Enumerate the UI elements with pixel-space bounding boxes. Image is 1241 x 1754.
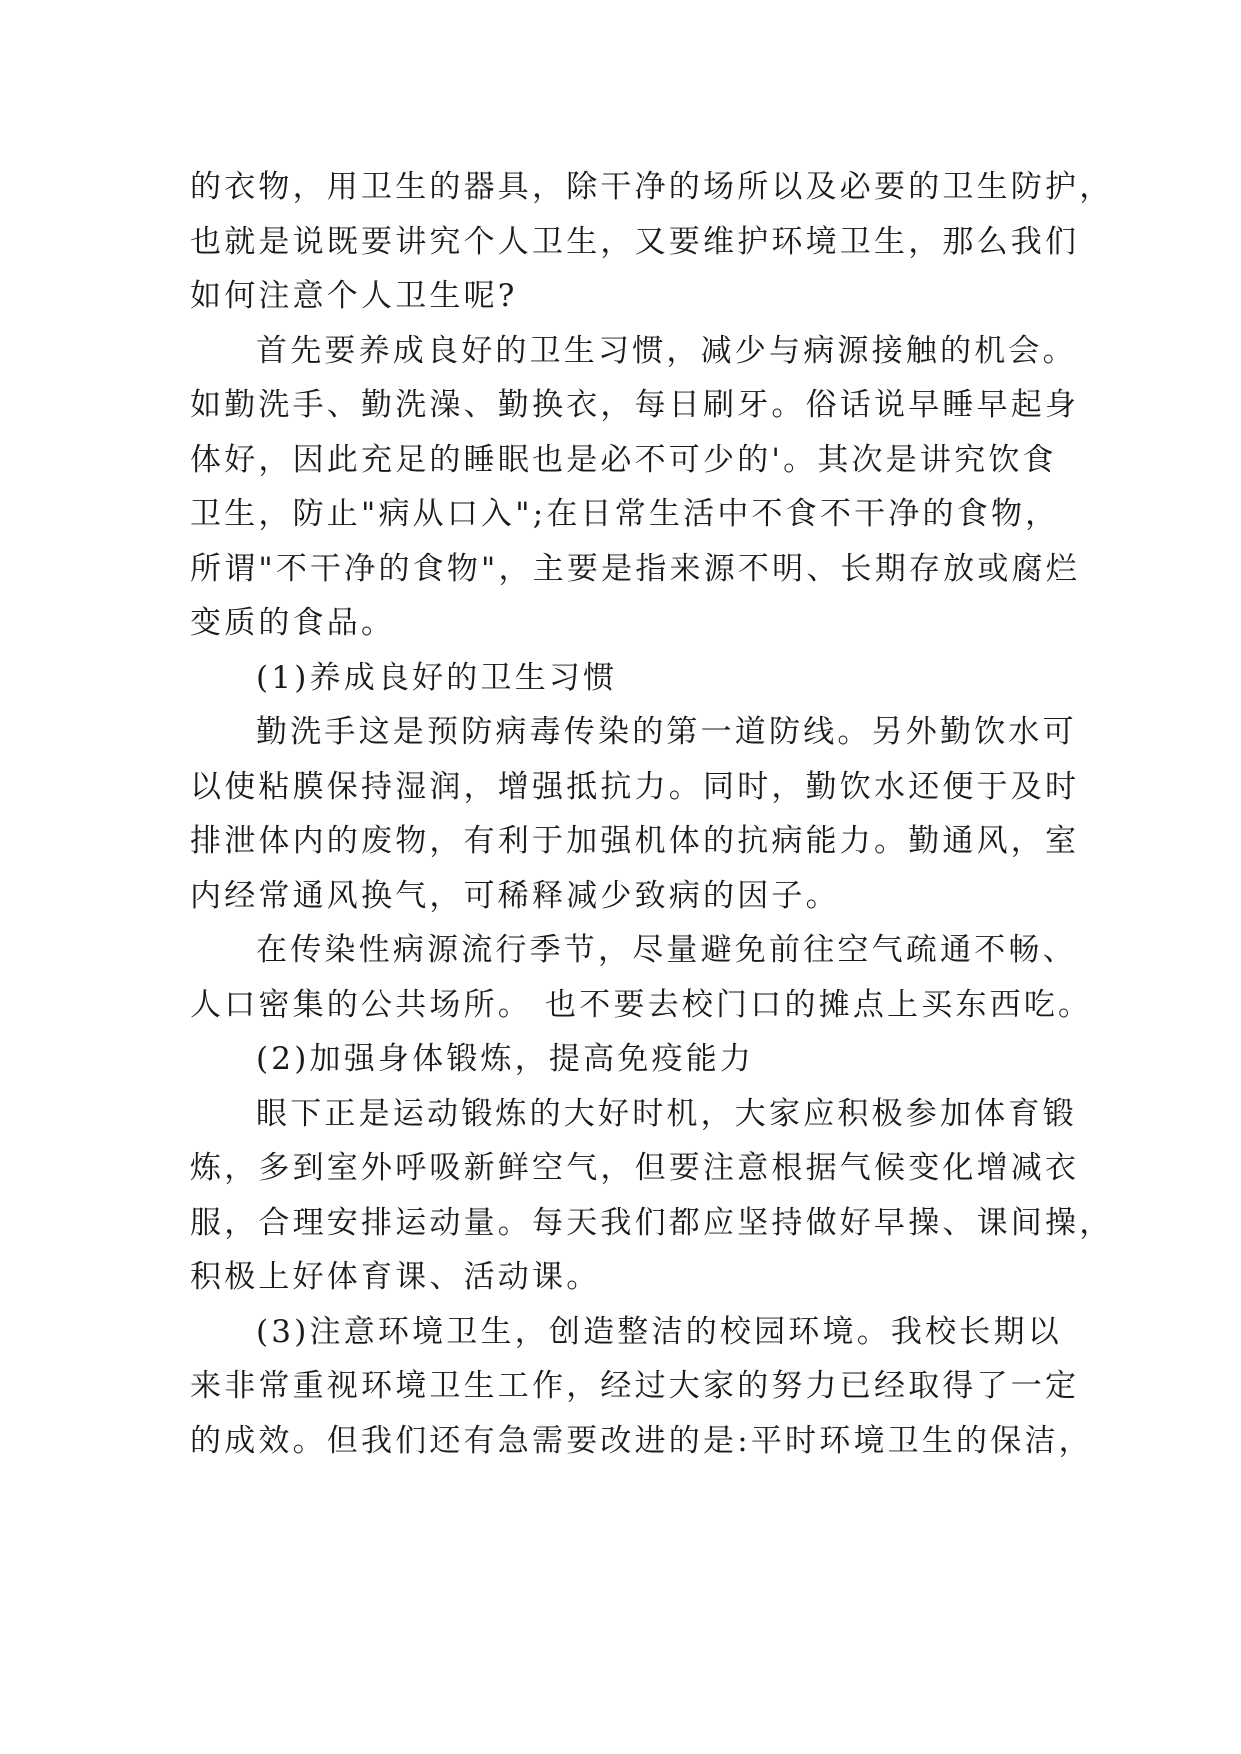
text-line: 以使粘膜保持湿润，增强抵抗力。同时，勤饮水还便于及时 (190, 768, 1080, 805)
text-line: 变质的食品。 (190, 605, 396, 641)
text-line: 也就是说既要讲究个人卫生，又要维护环境卫生，那么我们 (190, 223, 1080, 260)
document-body-text (190, 160, 1114, 1468)
text-line: 卫生，防止"病从口入";在日常生活中不食不干净的食物， (190, 496, 1060, 532)
text-line: 的衣物，用卫生的器具，除干净的场所以及必要的卫生防护， (190, 169, 1114, 205)
text-line: 在传染性病源流行季节，尽量避免前往空气疏通不畅、 (256, 932, 1077, 968)
text-line: 所谓"不干净的食物"，主要是指来源不明、长期存放或腐烂 (190, 550, 1080, 587)
text-line: 首先要养成良好的卫生习惯，减少与病源接触的机会。 (256, 332, 1077, 369)
text-line: 人口密集的公共场所。 也不要去校门口的摊点上买东西吃。 (190, 986, 1093, 1023)
text-line: 眼下正是运动锻炼的大好时机，大家应积极参加体育锻 (256, 1095, 1077, 1132)
text-line: 体好，因此充足的睡眠也是必不可少的'。其次是讲究饮食 (190, 441, 1057, 478)
text-line: 来非常重视环境卫生工作，经过大家的努力已经取得了一定 (190, 1368, 1080, 1404)
text-line: 积极上好体育课、活动课。 (190, 1259, 601, 1295)
text-line: 排泄体内的废物，有利于加强机体的抗病能力。勤通风，室 (190, 823, 1080, 859)
text-line: (2)加强身体锻炼，提高免疫能力 (256, 1041, 755, 1077)
text-line: (1)养成良好的卫生习惯 (256, 659, 618, 696)
text-line: 服，合理安排运动量。每天我们都应坚持做好早操、课间操， (190, 1204, 1114, 1241)
text-line: 如何注意个人卫生呢? (190, 278, 518, 314)
text-line: (3)注意环境卫生，创造整洁的校园环境。我校长期以 (256, 1313, 1062, 1350)
text-line: 的成效。但我们还有急需要改进的是:平时环境卫生的保洁， (190, 1422, 1093, 1459)
text-line: 内经常通风换气，可稀释减少致病的因子。 (190, 877, 840, 914)
text-line: 勤洗手这是预防病毒传染的第一道防线。另外勤饮水可 (256, 714, 1077, 750)
text-line: 如勤洗手、勤洗澡、勤换衣，每日刷牙。俗话说早睡早起身 (190, 387, 1080, 423)
text-line: 炼，多到室外呼吸新鲜空气，但要注意根据气候变化增减衣 (190, 1150, 1080, 1186)
